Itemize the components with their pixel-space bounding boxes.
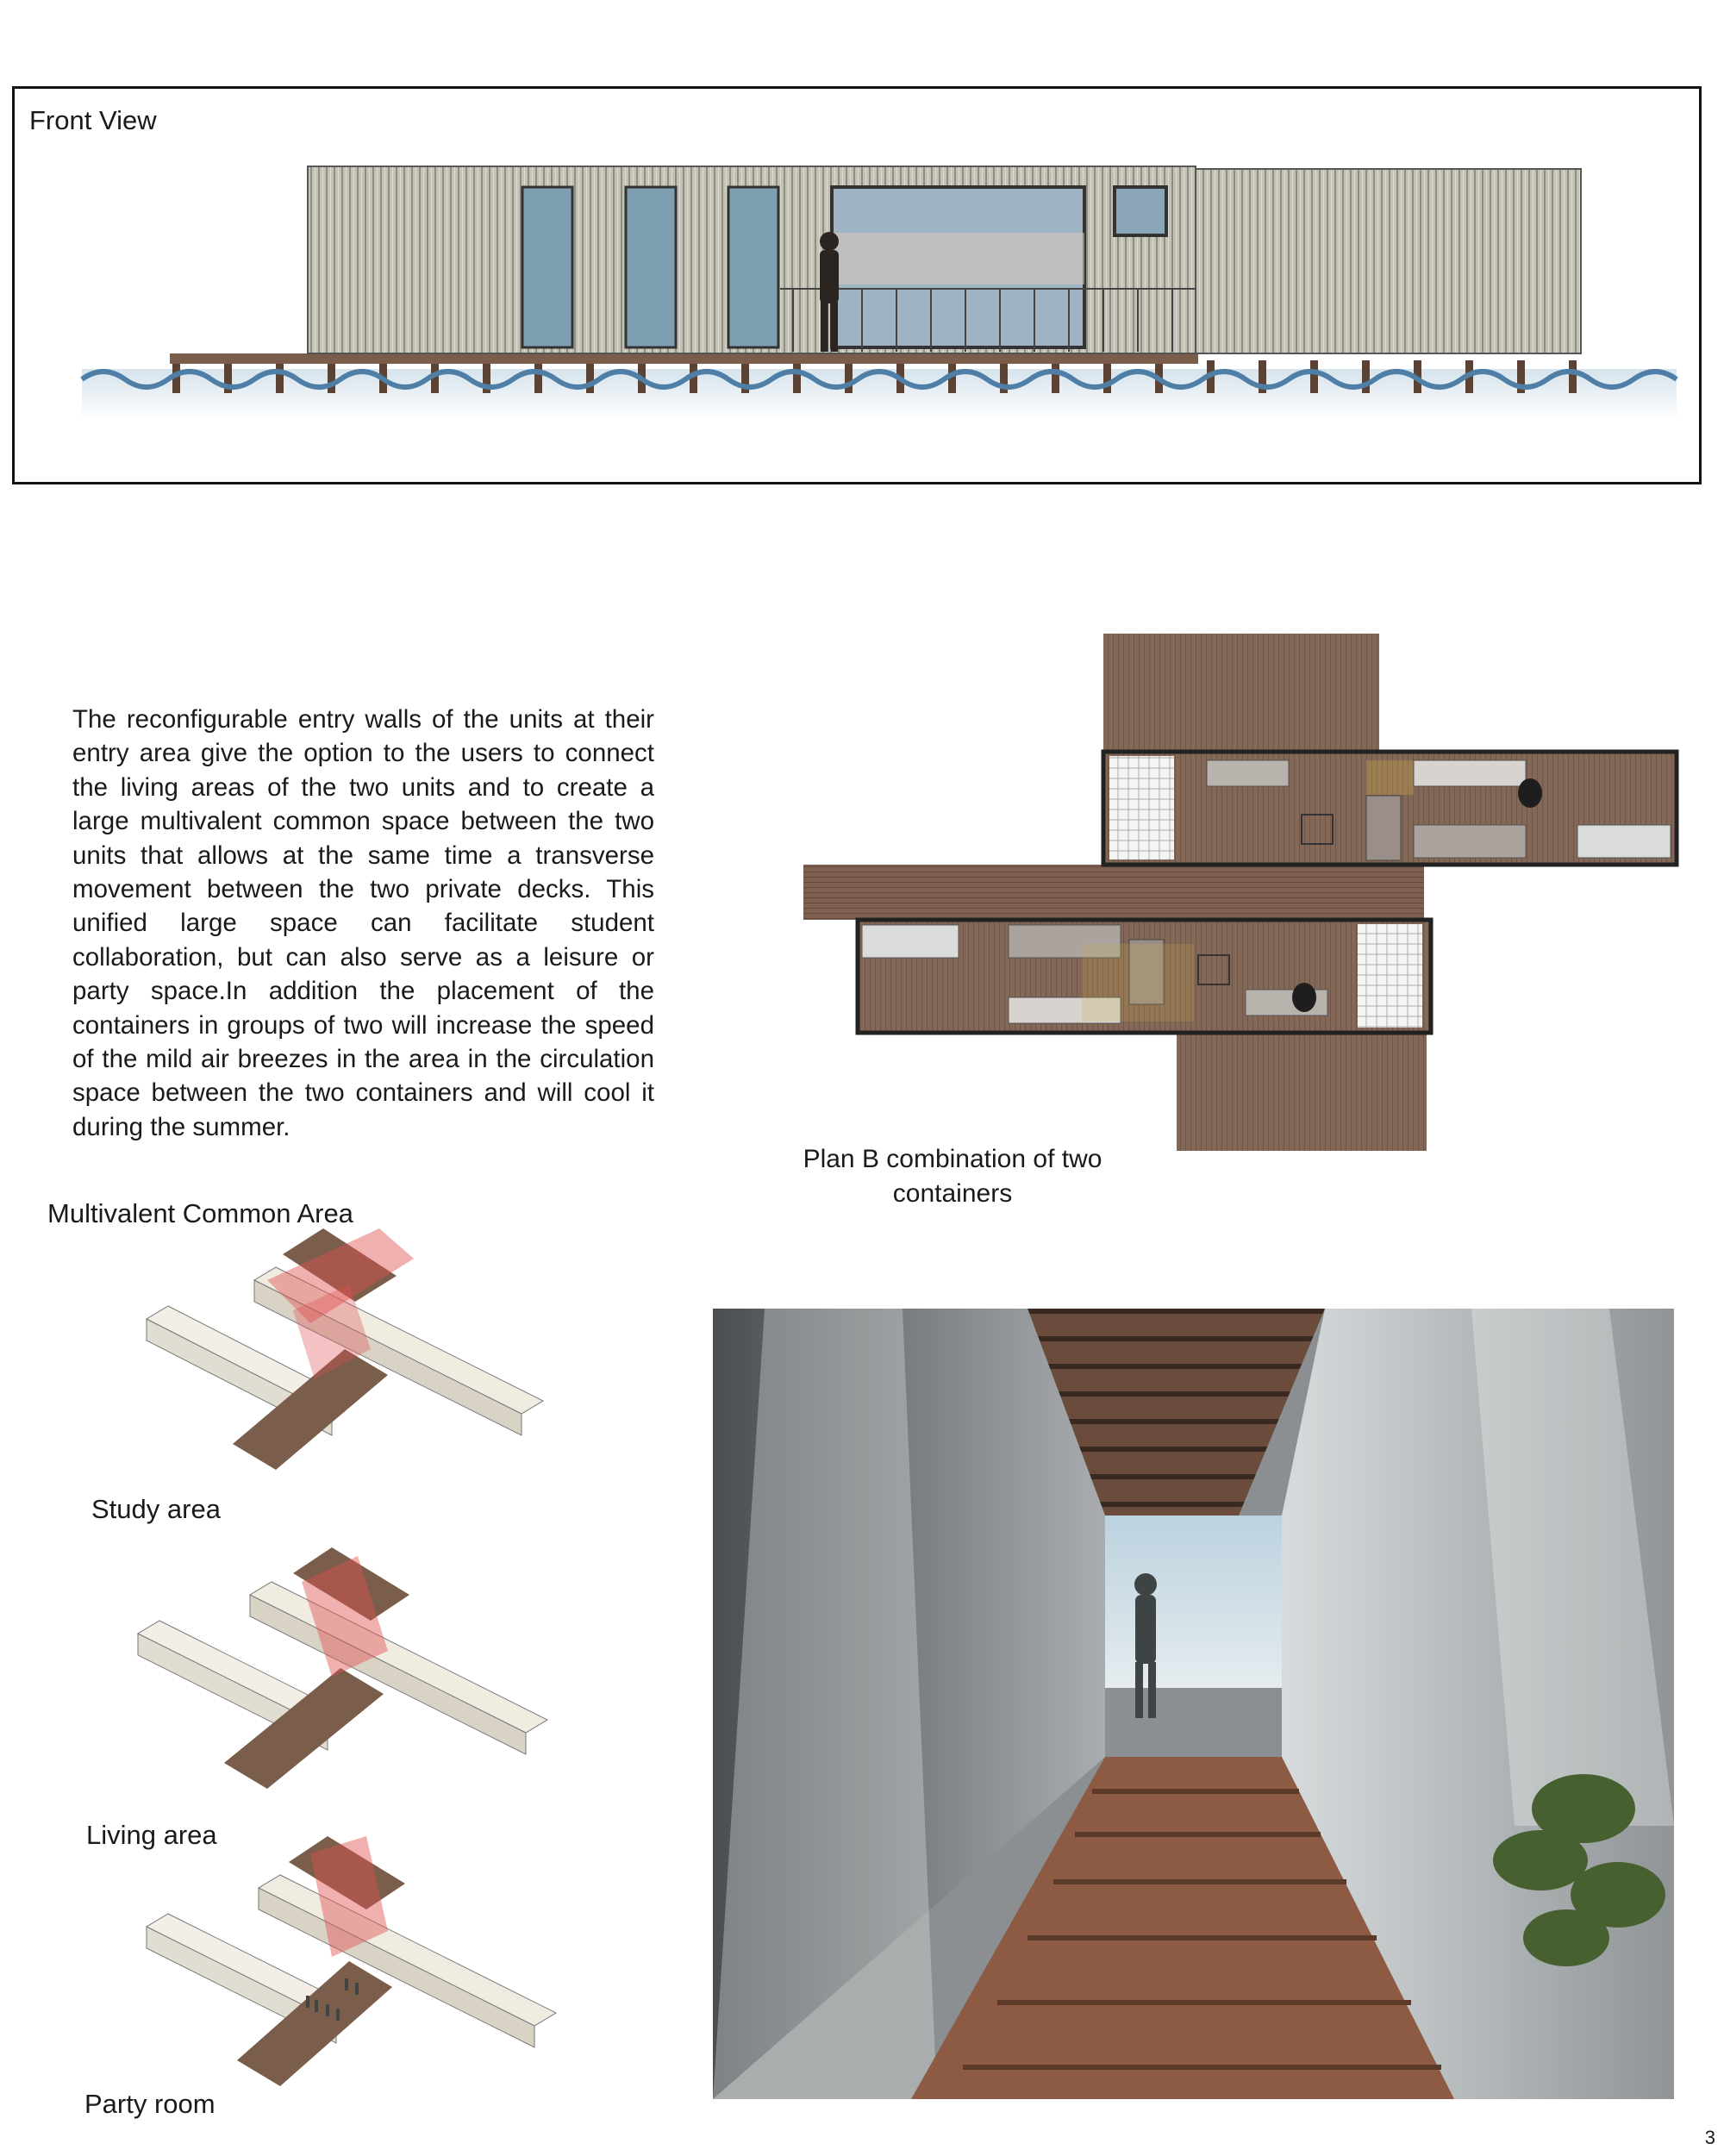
plan-deck-bottom bbox=[1177, 1033, 1427, 1151]
plan-deck-top bbox=[1103, 634, 1379, 752]
container-right bbox=[1196, 169, 1581, 353]
small-window bbox=[1115, 187, 1166, 235]
study-area-label: Study area bbox=[91, 1494, 221, 1524]
axonometric-study-area bbox=[129, 1228, 586, 1513]
front-view-elevation bbox=[0, 0, 1724, 491]
axonometric-party-room bbox=[129, 1836, 586, 2121]
common-area-title: Multivalent Common Area bbox=[47, 1198, 353, 1228]
plan-walkway bbox=[803, 865, 1424, 920]
plan-caption: Plan B combination of two containers bbox=[803, 1145, 1102, 1208]
party-room-label: Party room bbox=[84, 2089, 216, 2119]
entry-doors bbox=[522, 187, 778, 347]
axonometric-living-area bbox=[129, 1547, 586, 1797]
living-area-label: Living area bbox=[86, 1820, 217, 1850]
floor-plan bbox=[797, 634, 1685, 1151]
page-number: 3 bbox=[1704, 2127, 1715, 2148]
water-haze bbox=[82, 369, 1677, 421]
deck-front bbox=[170, 353, 1198, 364]
description-paragraph: The reconfigurable entry walls of the units at their entry area give the option to the users to connect the living areas of the two units and to create a large multivalent common space between the two units that allows at the same time a transverse movement between the two private decks. This unified large space can facilitate student collaboration, but can also serve as a leisure or party space.In addition the placement of the containers in groups of two will increase the speed of the mild air breezes in the area in the circulation space between the two containers and will cool it during the summer. bbox=[72, 705, 654, 1141]
corridor-render-image bbox=[713, 1309, 1674, 2099]
front-view-title: Front View bbox=[29, 105, 157, 135]
